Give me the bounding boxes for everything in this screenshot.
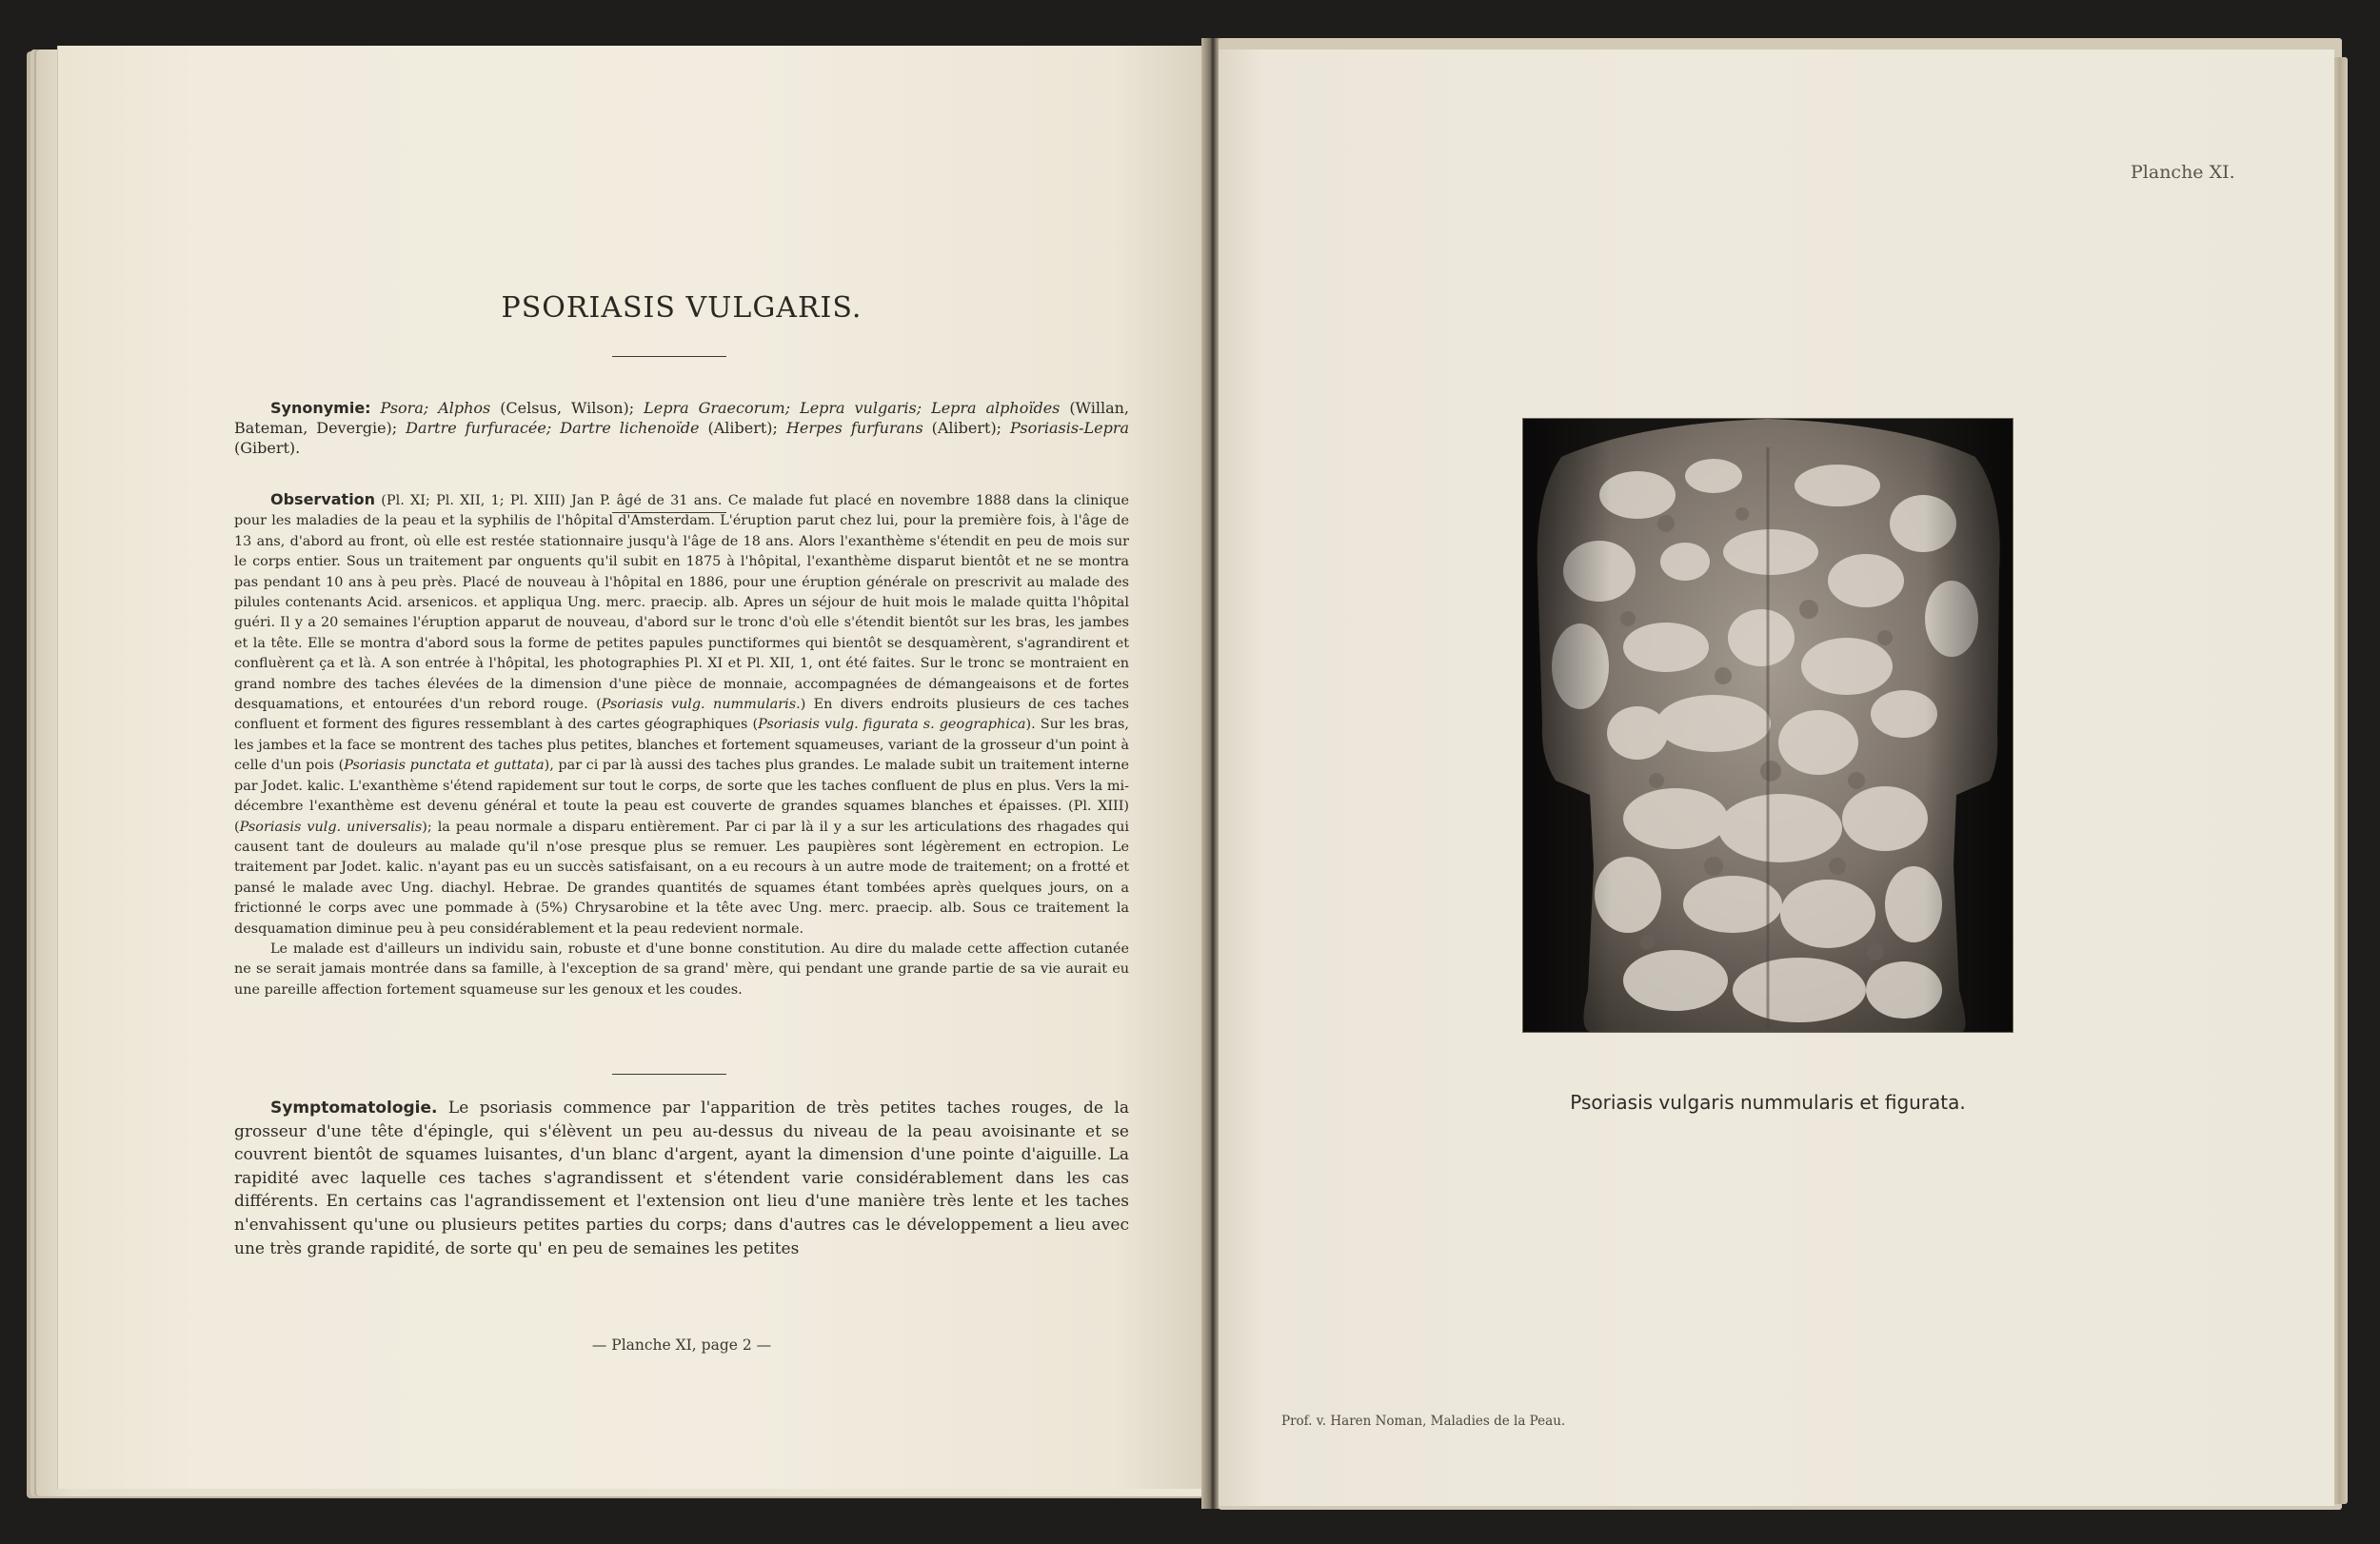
observation-p2 (234, 940, 1129, 1000)
italic-term: Lepra Graecorum; (644, 399, 791, 417)
observation-p1 (234, 489, 1129, 940)
text-run (790, 399, 800, 417)
italic-term: Psoriasis vulg. universalis (239, 819, 423, 835)
book-gutter (1201, 38, 1220, 1509)
section-divider-2 (612, 1074, 726, 1075)
italic-term: Psoriasis vulg. figurata s. geographica (758, 717, 1026, 733)
clinical-photograph (1523, 419, 2013, 1032)
italic-term: Dartre lichenoïde (560, 419, 700, 437)
symptomatologie-lead: Symptomatologie. (270, 1099, 438, 1118)
back-photo-illustration (1523, 419, 2013, 1032)
text-run: ). Sur les bras, les jambes et la face se montrent des taches plus petites, blanches et fortement squameuses, variant de la grosseur d'un point à celle d'un pois ( (234, 717, 1129, 774)
observation-paragraph (234, 489, 1129, 1000)
italic-term: Alphos (438, 399, 491, 417)
italic-term: Lepra vulgaris; (800, 399, 922, 417)
synonymie-paragraph (234, 398, 1129, 458)
observation-text (234, 493, 1129, 937)
text-run: (Willan, Bateman, Devergie); (234, 399, 1130, 437)
synonymie-lead: Synonymie: (270, 399, 371, 417)
text-run: (Alibert); (922, 419, 1011, 437)
page-footer: — Planche XI, page 2 — (591, 1336, 772, 1354)
page-title: PSORIASIS VULGARIS. (501, 291, 863, 325)
title-divider (612, 356, 726, 357)
symptomatologie-text: Le psoriasis commence par l'apparition de très petites taches rouges, de la grosseur d'une tête d'épingle, qui s'élèvent un peu au-dessus du niveau de la peau avoisinante et se couvrent bientôt de squames luisantes, d'un blanc d'argent, ayant la dimension d'une pointe d'aiguille. La rapidité avec laquelle ces taches s'agrandissent et s'étendent varie considérablement dans les cas différents. En certains cas l'agrandissement et l'extension ont lieu d'une manière très lente et les taches n'envahissent qu'une ou plusieurs petites parties du corps; dans d'autres cas le développement a lieu avec une très grande rapidité, de sorte qu' en peu de semaines les petites (234, 1099, 1129, 1258)
italic-term: Herpes furfurans (785, 419, 923, 437)
symptomatologie-paragraph (234, 1097, 1129, 1260)
plate-footer: Prof. v. Haren Noman, Maladies de la Peau. (1281, 1414, 1566, 1429)
italic-term: Psoriasis punctata et guttata (344, 758, 545, 774)
text-run (922, 399, 931, 417)
photo-caption: Psoriasis vulgaris nummularis et figurata. (1570, 1091, 1966, 1114)
observation-lead: Observation (270, 490, 376, 508)
left-page-text-block (234, 46, 1129, 1489)
left-page (57, 46, 1205, 1489)
text-run: (Pl. XI; Pl. XII, 1; Pl. XIII) Jan P. âgé de 31 ans. Ce malade fut placé en novembre 1888 dans la clinique pour les maladies de la peau et la syphilis de l'hôpital d'Amsterdam. L'éruption parut chez lui, pour la première fois, à l'âge de 13 ans, d'abord au front, où elle est restée stationnaire jusqu'à l'âge de 18 ans. Alors l'exanthème s'étendit en peu de mois sur le corps entier. Sous un traitement par onguents qu'il subit en 1875 à l'hôpital, l'exanthème disparut bientôt et ne se montra pas pendant 10 ans à peu près. Placé de nouveau à l'hôpital en 1886, pour une éruption générale on prescrivit au malade des pilules contenants Acid. arsenicos. et appliqua Ung. merc. praecip. alb. Apres un séjour de huit mois le malade quitta l'hôpital guéri. Il y a 20 semaines l'éruption apparut de nouveau, d'abord sur le tronc d'où elle s'étendit bientôt sur les bras, les jambes et la tête. Elle se montra d'abord sous la forme de petites papules punctiformes qui bientôt se desquamèrent, s'agrandirent et confluèrent ça et là. A son entrée à l'hôpital, les photographies Pl. XI et Pl. XII, 1, ont été faites. Sur le tronc se montraient en grand nombre des taches élevées de la dimension d'une pièce de monnaie, accompagnées de démangeaisons et de fortes desquamations, et entourées d'un rebord rouge. ( (234, 493, 1129, 713)
text-run: Le malade est d'ailleurs un individu sain, robuste et d'une bonne constitution. Au dire du malade cette affection cutanée ne se serait jamais montrée dans sa famille, à l'exception de sa grand' mère, qui pendant une grande partie de sa vie aurait eu une pareille affection fortement squameuse sur les genoux et les coudes. (234, 940, 1129, 998)
text-run: (Gibert). (234, 439, 301, 457)
italic-term: Psoriasis vulg. nummularis. (601, 697, 801, 713)
italic-term: Lepra alphoïdes (931, 399, 1061, 417)
text-run (551, 419, 560, 437)
right-page-edges (2334, 57, 2348, 1504)
italic-term: Dartre furfuracée; (406, 419, 552, 437)
text-run: (Celsus, Wilson); (490, 399, 645, 417)
text-run: (Alibert); (699, 419, 786, 437)
italic-term: Psoriasis-Lepra (1010, 419, 1129, 437)
plate-label: Planche XI. (2131, 162, 2235, 183)
text-run: ), par ci par là aussi des taches plus grandes. Le malade subit un traitement interne par Jodet. kalic. L'exanthème s'étend rapidement sur tout le corps, de sorte que les taches confluent de plus en plus. Vers la mi-décembre l'exanthème est devenu général et toute la peau est couverte de grandes squames blanches et épaisses. (Pl. XIII) ( (234, 758, 1130, 835)
text-run (428, 399, 438, 417)
italic-term: Psora; (380, 399, 429, 417)
observation-text-2 (234, 941, 1129, 998)
text-run: ); la peau normale a disparu entièrement. Par ci par là il y a sur les articulations des rhagades qui causent tant de douleurs au malade qu'il n'ose presque plus se remuer. Les paupières sont légèrement en ectropion. Le traitement par Jodet. kalic. n'ayant pas eu un succès satisfaisant, on a eu recours à un autre mode de traitement; on a frotté et pansé le malade avec Ung. diachyl. Hebrae. De grandes quantités de squames étant tombées après quelques jours, on a frictionné le corps avec une pommade à (5%) Chrysarobine et la tête avec Ung. merc. praecip. alb. Sous ce traitement la desquamation diminue peu à peu considérablement et la peau redevient normale. (234, 819, 1129, 937)
text-run (371, 399, 381, 417)
text-run: ) En divers endroits plusieurs de ces taches confluent et forment des figures ressemblant à des cartes géographiques ( (234, 697, 1130, 733)
